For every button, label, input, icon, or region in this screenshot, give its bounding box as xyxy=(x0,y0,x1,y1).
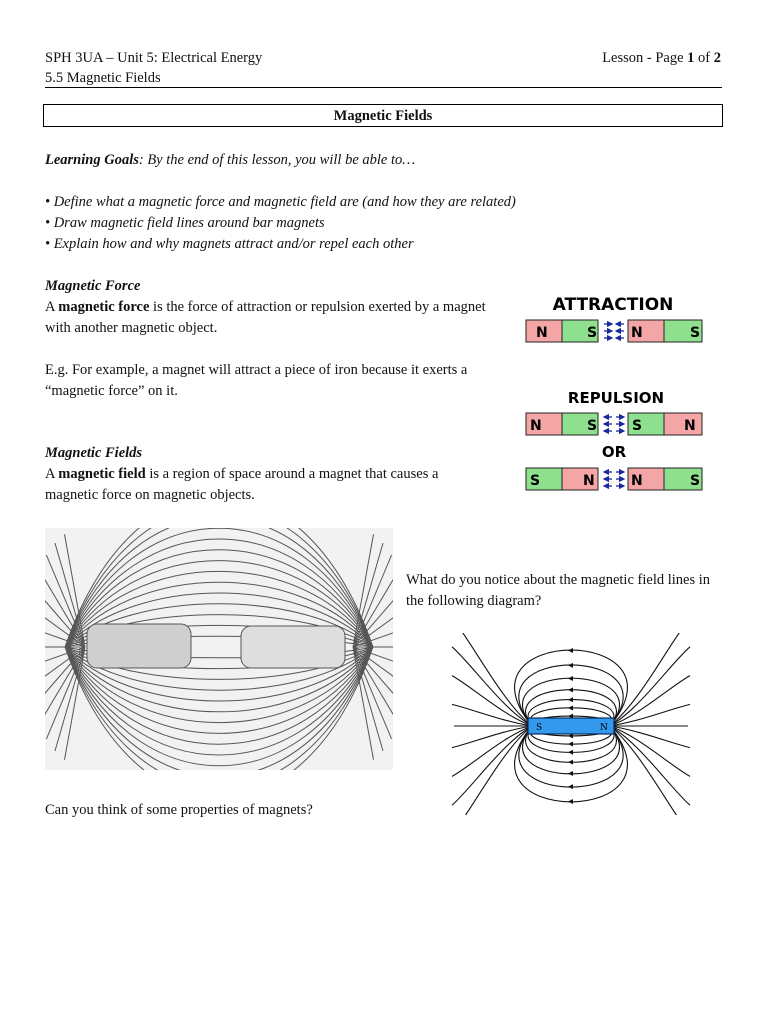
magnetic-fields-heading: Magnetic Fields xyxy=(45,445,143,461)
pole-label: S xyxy=(632,418,643,434)
pole-label: N xyxy=(631,473,643,489)
pole-label: S xyxy=(530,473,541,489)
page-number: 1 xyxy=(687,50,695,66)
learning-goals-list xyxy=(45,192,516,255)
attraction-repulsion-diagram xyxy=(520,290,710,495)
course-title: SPH 3UA – Unit 5: Electrical Energy xyxy=(45,50,263,66)
bar-magnet-field-diagram xyxy=(446,633,694,815)
magnet-north-pole xyxy=(664,413,702,435)
page-prefix: Lesson - Page xyxy=(602,50,688,66)
page-header xyxy=(45,48,721,88)
pole-label: N xyxy=(631,325,643,341)
text-run: A xyxy=(45,466,59,482)
pole-label: S xyxy=(690,473,701,489)
repulsion-arrows xyxy=(604,472,624,486)
question-properties: Can you think of some properties of magnets? xyxy=(45,802,313,818)
list-item: • Explain how and why magnets attract and/or repel each other xyxy=(45,236,414,252)
learning-goals-label: Learning Goals xyxy=(45,152,139,168)
text-run: A xyxy=(45,299,59,315)
magnetic-field-definition xyxy=(45,464,495,506)
page-total: 2 xyxy=(713,50,721,66)
lesson-title: 5.5 Magnetic Fields xyxy=(45,70,161,86)
section-title: Magnetic Fields xyxy=(43,104,723,127)
header-rule xyxy=(45,87,722,88)
page-indicator xyxy=(602,48,721,68)
repulsion-label: REPULSION xyxy=(567,389,665,407)
page-of: of xyxy=(694,50,714,66)
magnetic-force-heading: Magnetic Force xyxy=(45,278,141,294)
pole-label: S xyxy=(690,325,701,341)
bar-magnet-left xyxy=(87,624,191,668)
pole-label: N xyxy=(530,418,542,434)
list-item: • Define what a magnetic force and magnetic field are (and how they are related) xyxy=(45,194,516,210)
term-magnetic-field: magnetic field xyxy=(58,466,146,482)
pole-label: N xyxy=(536,325,548,341)
south-pole-label: S xyxy=(536,723,543,733)
pole-label: N xyxy=(583,473,595,489)
north-pole-label: N xyxy=(600,723,608,733)
text-run: is the force of attraction or repulsion exerted by a magnet with another magnetic object. xyxy=(45,299,486,336)
magnetic-force-definition xyxy=(45,297,495,339)
learning-goals xyxy=(45,150,415,171)
pole-label: S xyxy=(587,325,598,341)
learning-goals-text: : By the end of this lesson, you will be able to… xyxy=(138,152,416,168)
question-field-lines: What do you notice about the magnetic field lines in the following diagram? xyxy=(406,572,711,609)
pole-label: S xyxy=(587,418,598,434)
iron-filings-image xyxy=(45,528,393,770)
repulsion-arrows xyxy=(604,417,624,431)
pole-label: N xyxy=(684,418,696,434)
text-run: is a region of space around a magnet that causes a magnetic force on magnetic objects. xyxy=(45,466,439,503)
magnetic-force-example: E.g. For example, a magnet will attract a piece of iron because it exerts a “magnetic force” on it. xyxy=(45,362,468,399)
or-label: OR xyxy=(601,443,627,461)
list-item: • Draw magnetic field lines around bar magnets xyxy=(45,215,325,231)
term-magnetic-force: magnetic force xyxy=(58,299,150,315)
attraction-arrows xyxy=(604,324,624,338)
bar-magnet-right xyxy=(241,626,345,668)
attraction-label: ATTRACTION xyxy=(552,295,674,315)
